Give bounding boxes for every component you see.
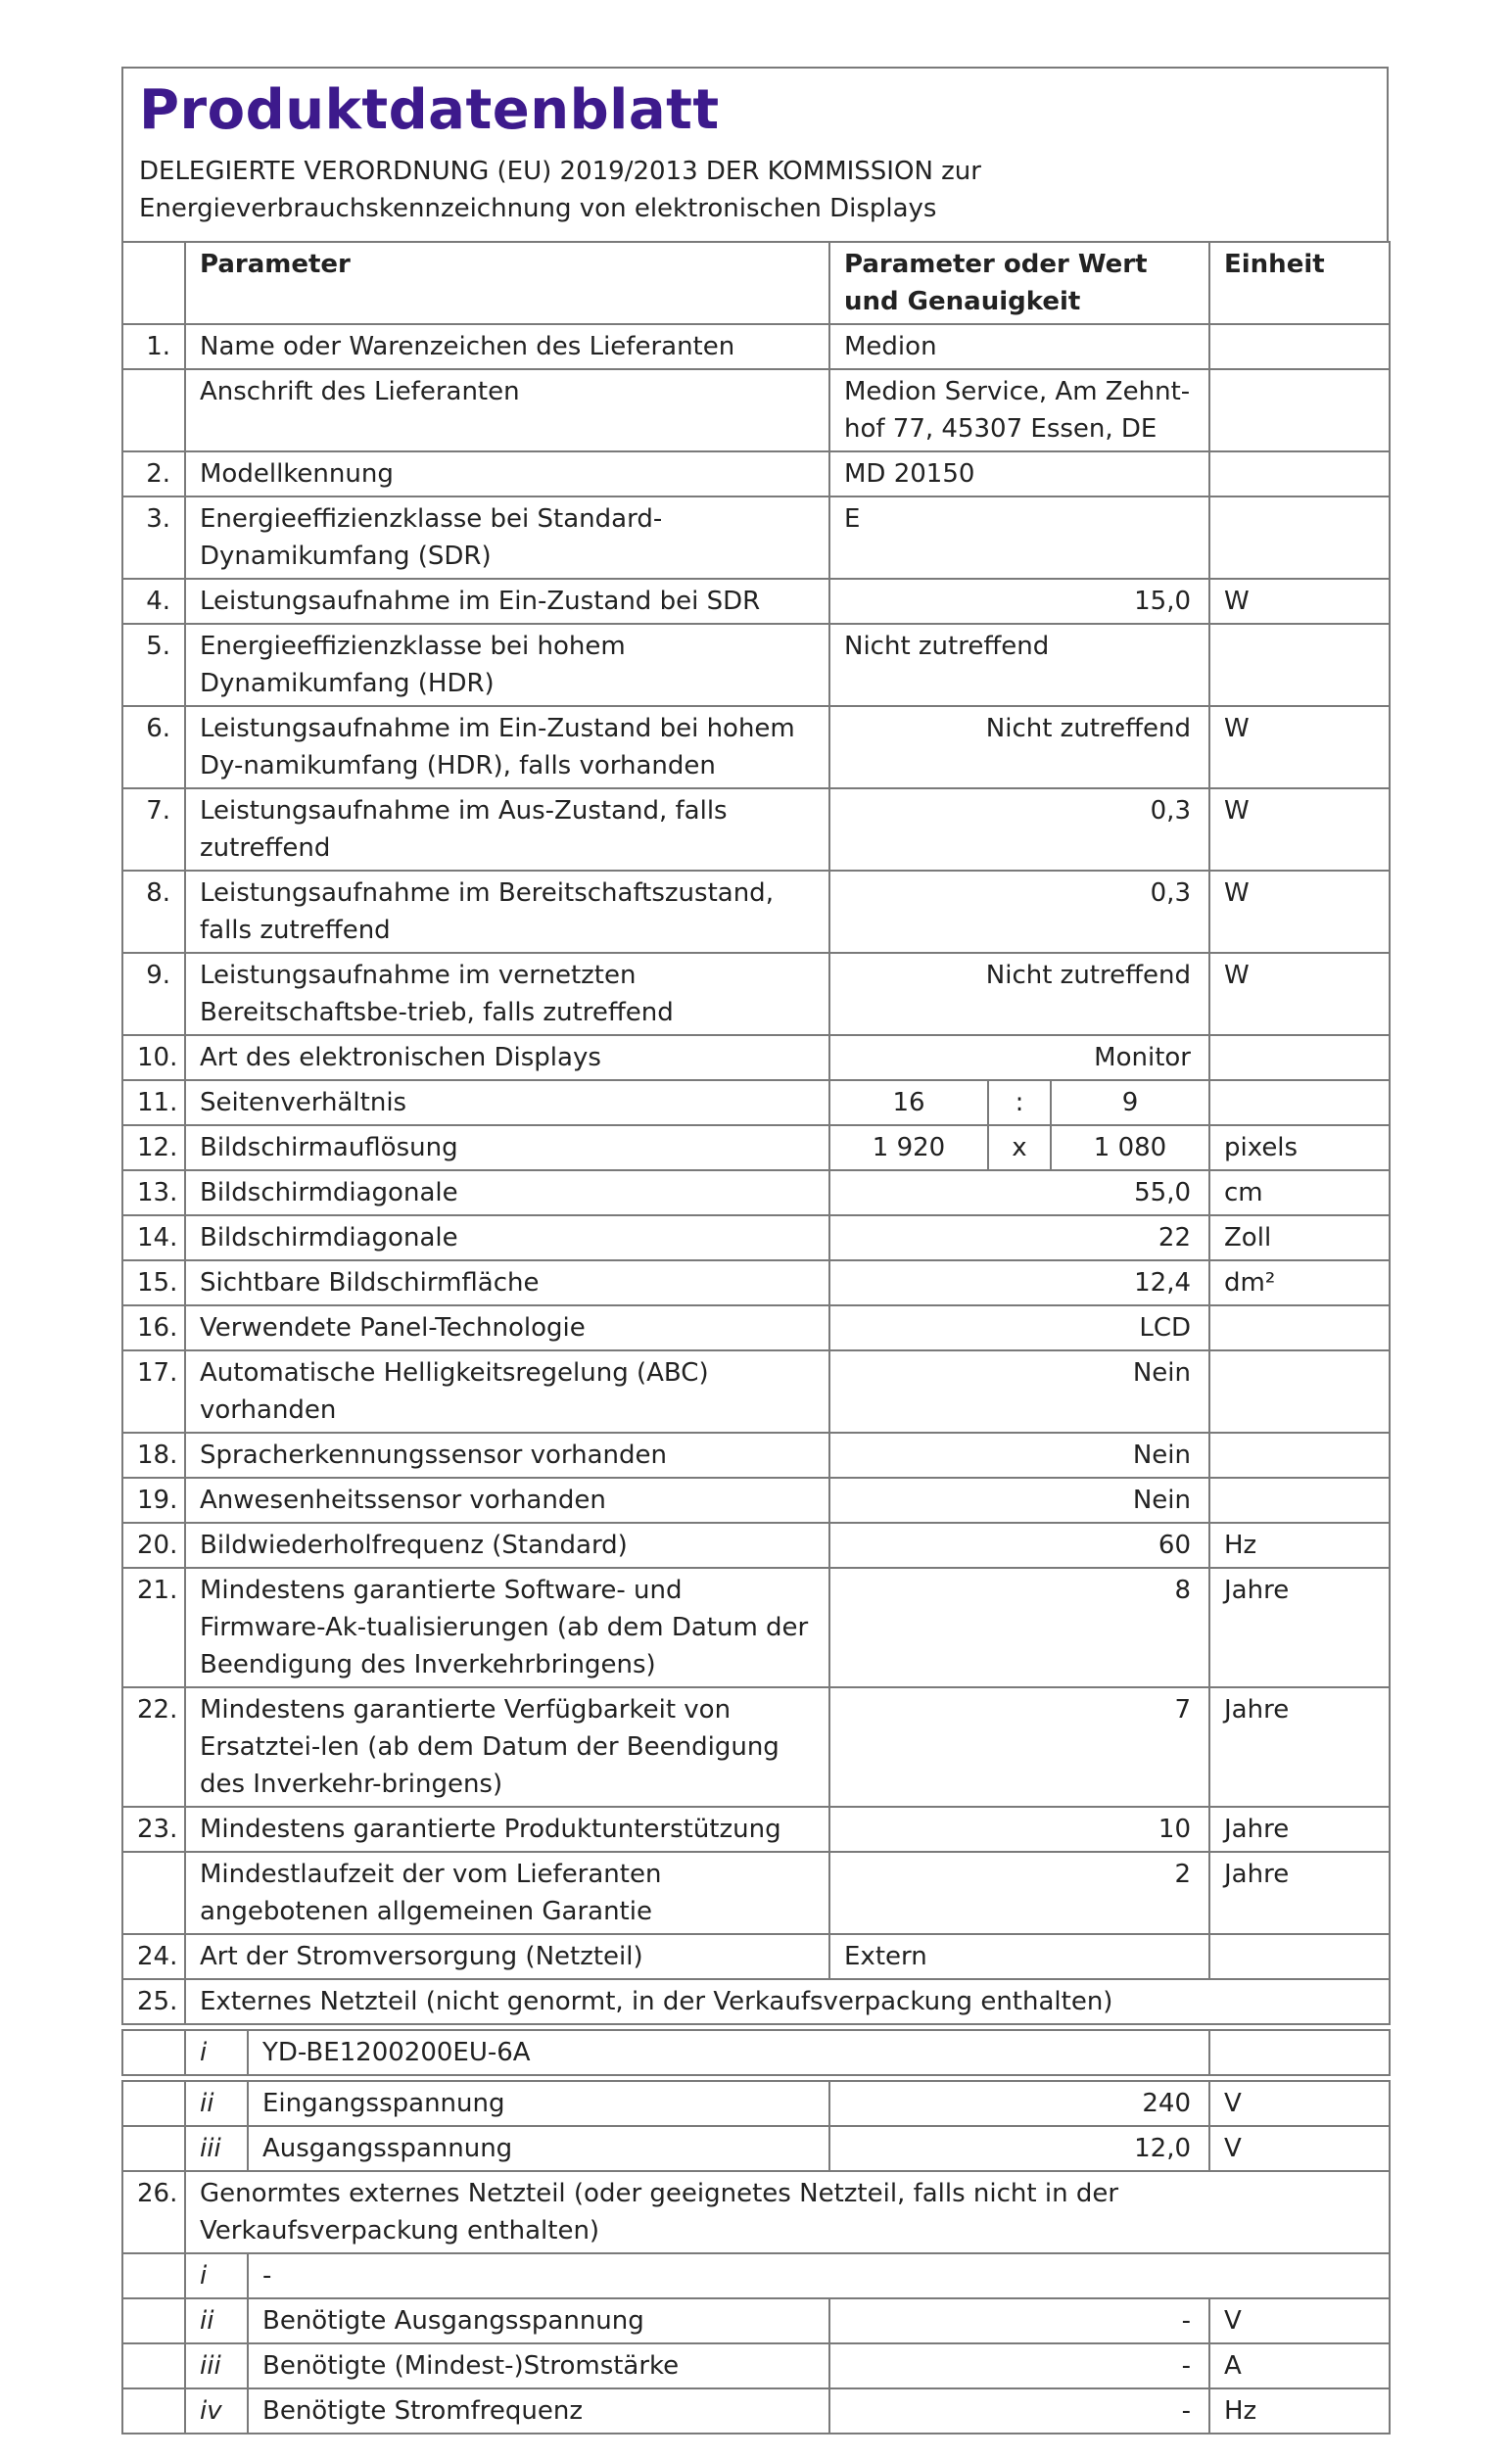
row-number [122,2081,185,2126]
row-number [122,2030,185,2075]
row-number: 17. [122,1350,185,1433]
row-label: Leistungsaufnahme im vernetzten Bereitschaftsbe-trieb, falls zutreffend [185,953,829,1035]
row-label: Benötigte Ausgangsspannung [248,2298,829,2343]
row-label: Energieeffizienzklasse bei Standard-Dynamikumfang (SDR) [185,496,829,579]
row-unit [1209,624,1390,706]
table-row [122,2388,1390,2434]
row-label: Eingangsspannung [248,2081,829,2126]
row-label: Sichtbare Bildschirmfläche [185,1260,829,1305]
row-value: 22 [829,1215,1209,1260]
row-label: Genormtes externes Netzteil (oder geeignetes Netzteil, falls nicht in der Verkaufsverpackung enthalten) [185,2171,1390,2253]
table-row [122,2081,1390,2126]
row-number: 26. [122,2171,185,2253]
table-row [122,2030,1390,2075]
row-subnumber: iii [185,2343,248,2388]
row-number: 1. [122,324,185,369]
row-value: 10 [829,1807,1209,1852]
table-row [122,2298,1390,2343]
row-unit: Hz [1209,1523,1390,1568]
row-number: 9. [122,953,185,1035]
table-row [122,1807,1390,1852]
row-value: 12,4 [829,1260,1209,1305]
table-row [122,953,1390,1035]
row-label: Art des elektronischen Displays [185,1035,829,1080]
table-row [122,2171,1390,2253]
row-number: 16. [122,1305,185,1350]
row-unit [1209,369,1390,451]
row-number: 15. [122,1260,185,1305]
row-number: 7. [122,788,185,871]
row-value: - [829,2298,1209,2343]
row-number: 3. [122,496,185,579]
row-number [122,369,185,451]
subtitle-line-2: Energieverbrauchskennzeichnung von elektronischen Displays [139,194,937,223]
row-value: 240 [829,2081,1209,2126]
row-number: 25. [122,1979,185,2024]
row-label: Mindestens garantierte Produktunterstützung [185,1807,829,1852]
row-value: Nein [829,1478,1209,1523]
row-number: 6. [122,706,185,788]
row-value: 0,3 [829,788,1209,871]
aspect-height: 9 [1051,1080,1209,1125]
row-unit: Jahre [1209,1807,1390,1852]
row-unit [1209,324,1390,369]
row-number: 5. [122,624,185,706]
subtitle-line-1: DELEGIERTE VERORDNUNG (EU) 2019/2013 DER KOMMISSION zur [139,157,981,186]
row-value: Medion Service, Am Zehnt-hof 77, 45307 Essen, DE [829,369,1209,451]
row-label: Bildschirmdiagonale [185,1170,829,1215]
table-row [122,1979,1390,2024]
row-subnumber: ii [185,2298,248,2343]
row-unit: W [1209,788,1390,871]
table-row [122,496,1390,579]
subtitle [139,153,1371,227]
row-value: 8 [829,1568,1209,1687]
row-value: Monitor [829,1035,1209,1080]
table-row [122,706,1390,788]
row-value: Nein [829,1350,1209,1433]
row-value: MD 20150 [829,451,1209,496]
row-value: - [829,2388,1209,2434]
row-number [122,2343,185,2388]
row-value: 2 [829,1852,1209,1934]
row-label: Bildschirmauflösung [185,1125,829,1170]
table-row [122,1260,1390,1305]
row-label: Ausgangsspannung [248,2126,829,2171]
row-unit: W [1209,871,1390,953]
row-number: 8. [122,871,185,953]
row-unit: Jahre [1209,1687,1390,1807]
table-row [122,1125,1390,1170]
row-unit [1209,1433,1390,1478]
power-supply-table-2 [121,2080,1391,2434]
row-subnumber: ii [185,2081,248,2126]
row-unit [1209,1035,1390,1080]
row-unit [1209,496,1390,579]
row-number: 10. [122,1035,185,1080]
row-label: YD-BE1200200EU-6A [248,2030,1209,2075]
row-label: Mindestlaufzeit der vom Lieferanten angebotenen allgemeinen Garantie [185,1852,829,1934]
table-row [122,1433,1390,1478]
row-value: Nicht zutreffend [829,706,1209,788]
row-label: Benötigte (Mindest-)Stromstärke [248,2343,829,2388]
header-unit: Einheit [1209,242,1390,324]
row-value: 15,0 [829,579,1209,624]
resolution-separator: x [988,1125,1051,1170]
aspect-width: 16 [829,1080,988,1125]
row-unit: W [1209,706,1390,788]
table-row [122,2343,1390,2388]
row-label: Benötigte Stromfrequenz [248,2388,829,2434]
parameter-table [121,241,1391,2025]
row-value: - [829,2343,1209,2388]
table-row [122,624,1390,706]
row-label: - [248,2253,1390,2298]
table-row [122,1523,1390,1568]
table-row [122,1568,1390,1687]
row-value: 55,0 [829,1170,1209,1215]
table-row [122,1080,1390,1125]
header-parameter: Parameter [185,242,829,324]
row-label: Mindestens garantierte Verfügbarkeit von Ersatztei-len (ab dem Datum der Beendigung des Inverkehr-bringens) [185,1687,829,1807]
resolution-width: 1 920 [829,1125,988,1170]
row-value: Nicht zutreffend [829,624,1209,706]
row-unit [1209,1080,1390,1125]
row-label: Art der Stromversorgung (Netzteil) [185,1934,829,1979]
page-title: Produktdatenblatt [139,78,720,142]
table-row [122,2126,1390,2171]
row-number: 22. [122,1687,185,1807]
row-label: Leistungsaufnahme im Ein-Zustand bei hohem Dy-namikumfang (HDR), falls vorhanden [185,706,829,788]
table-row [122,1350,1390,1433]
row-number [122,2298,185,2343]
row-number: 23. [122,1807,185,1852]
row-unit: Jahre [1209,1852,1390,1934]
aspect-separator: : [988,1080,1051,1125]
row-subnumber: i [185,2030,248,2075]
row-number [122,2126,185,2171]
row-subnumber: i [185,2253,248,2298]
row-unit: Zoll [1209,1215,1390,1260]
product-data-sheet [121,67,1389,2434]
row-unit: V [1209,2126,1390,2171]
row-unit: A [1209,2343,1390,2388]
row-unit: Hz [1209,2388,1390,2434]
row-value: 60 [829,1523,1209,1568]
row-unit [1209,1350,1390,1433]
power-supply-table [121,2029,1391,2076]
row-unit: dm² [1209,1260,1390,1305]
row-subnumber: iv [185,2388,248,2434]
row-value: Nein [829,1433,1209,1478]
row-value: 12,0 [829,2126,1209,2171]
row-number [122,2388,185,2434]
table-row [122,1687,1390,1807]
resolution-height: 1 080 [1051,1125,1209,1170]
row-unit: pixels [1209,1125,1390,1170]
row-label: Seitenverhältnis [185,1080,829,1125]
table-row [122,1035,1390,1080]
row-label: Leistungsaufnahme im Ein-Zustand bei SDR [185,579,829,624]
row-unit: cm [1209,1170,1390,1215]
table-row [122,324,1390,369]
row-number: 12. [122,1125,185,1170]
row-label: Leistungsaufnahme im Bereitschaftszustand, falls zutreffend [185,871,829,953]
row-value: Medion [829,324,1209,369]
row-value: 7 [829,1687,1209,1807]
table-row [122,1215,1390,1260]
row-subnumber: iii [185,2126,248,2171]
row-unit: V [1209,2298,1390,2343]
row-value: LCD [829,1305,1209,1350]
row-label: Mindestens garantierte Software- und Firmware-Ak-tualisierungen (ab dem Datum der Beendigung des Inverkehrbringens) [185,1568,829,1687]
table-row [122,788,1390,871]
row-number: 19. [122,1478,185,1523]
table-row [122,2253,1390,2298]
row-unit: Jahre [1209,1568,1390,1687]
row-label: Bildschirmdiagonale [185,1215,829,1260]
row-number: 24. [122,1934,185,1979]
row-number: 21. [122,1568,185,1687]
row-label: Verwendete Panel-Technologie [185,1305,829,1350]
table-row [122,871,1390,953]
row-label: Spracherkennungssensor vorhanden [185,1433,829,1478]
table-row [122,1478,1390,1523]
row-label: Leistungsaufnahme im Aus-Zustand, falls zutreffend [185,788,829,871]
row-unit: V [1209,2081,1390,2126]
row-label: Externes Netzteil (nicht genormt, in der Verkaufsverpackung enthalten) [185,1979,1390,2024]
table-row [122,1170,1390,1215]
table-row [122,1305,1390,1350]
table-row [122,1852,1390,1934]
row-unit [1209,1478,1390,1523]
row-number: 11. [122,1080,185,1125]
row-label: Energieeffizienzklasse bei hohem Dynamikumfang (HDR) [185,624,829,706]
title-box [121,67,1389,241]
row-number [122,1852,185,1934]
table-header-row [122,242,1390,324]
row-unit: W [1209,579,1390,624]
row-unit [1209,2030,1390,2075]
table-row [122,1934,1390,1979]
row-value: E [829,496,1209,579]
row-value: Nicht zutreffend [829,953,1209,1035]
row-unit: W [1209,953,1390,1035]
table-row [122,579,1390,624]
row-label: Modellkennung [185,451,829,496]
row-label: Automatische Helligkeitsregelung (ABC) vorhanden [185,1350,829,1433]
row-unit [1209,451,1390,496]
header-value: Parameter oder Wert und Genauigkeit [829,242,1209,324]
row-number [122,2253,185,2298]
row-number: 20. [122,1523,185,1568]
row-number: 14. [122,1215,185,1260]
row-label: Anschrift des Lieferanten [185,369,829,451]
row-number: 18. [122,1433,185,1478]
row-number: 13. [122,1170,185,1215]
header-num [122,242,185,324]
row-value: Extern [829,1934,1209,1979]
table-row [122,369,1390,451]
table-row [122,451,1390,496]
row-label: Bildwiederholfrequenz (Standard) [185,1523,829,1568]
row-unit [1209,1305,1390,1350]
row-label: Anwesenheitssensor vorhanden [185,1478,829,1523]
row-number: 2. [122,451,185,496]
row-value: 0,3 [829,871,1209,953]
row-label: Name oder Warenzeichen des Lieferanten [185,324,829,369]
row-unit [1209,1934,1390,1979]
row-number: 4. [122,579,185,624]
